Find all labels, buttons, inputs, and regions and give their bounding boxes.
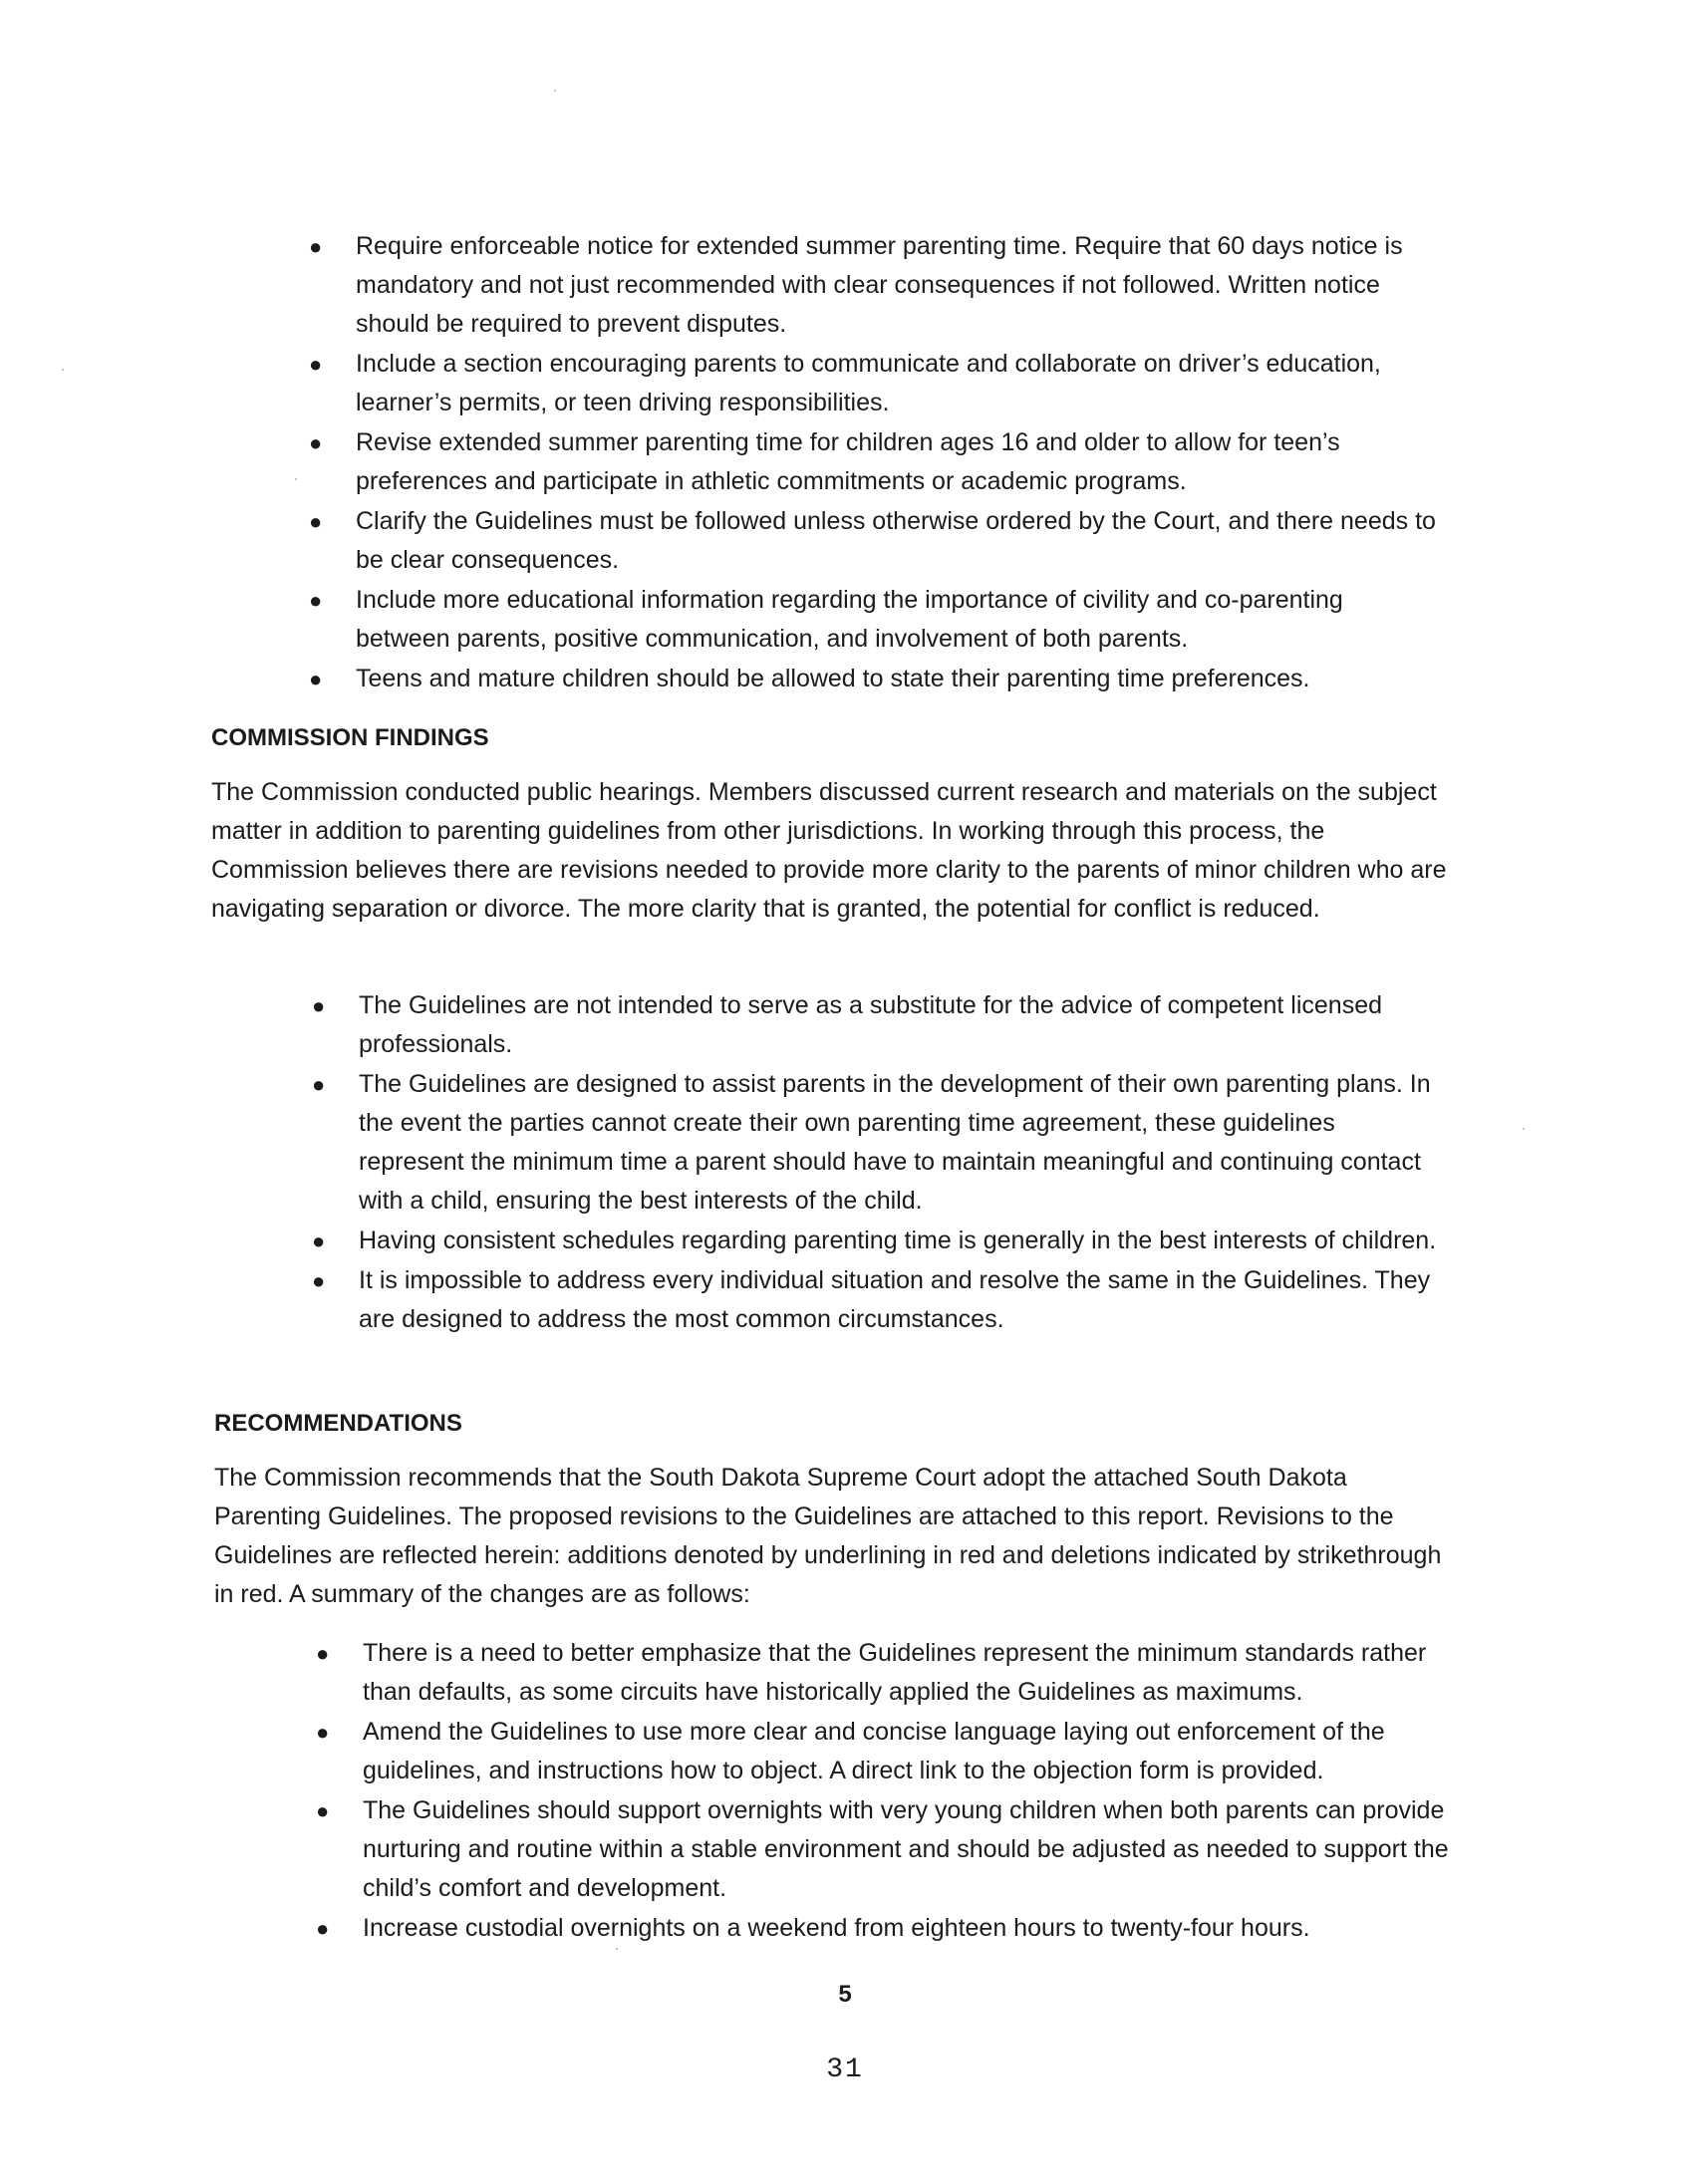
bullet-icon: ● xyxy=(316,1641,330,1666)
bullet-icon: ● xyxy=(316,1720,330,1745)
commission-findings-bullet-list xyxy=(312,986,1445,1340)
bullet-icon: ● xyxy=(309,430,323,455)
recommendations-bullet-list xyxy=(316,1634,1454,1949)
bullet-icon: ● xyxy=(309,509,323,534)
list-item: ● The Guidelines are not intended to serve as a substitute for the advice of competent licensed professionals. xyxy=(359,986,1445,1064)
list-item: ● Require enforceable notice for extended summer parenting time. Require that 60 days notice is mandatory and not just recommended with clear consequences if not followed. Written notice should be required to prevent disputes. xyxy=(356,227,1442,344)
list-item: ● Revise extended summer parenting time for children ages 16 and older to allow for teen’s preferences and participate in athletic commitments or academic programs. xyxy=(356,423,1442,501)
recommendations-paragraph: The Commission recommends that the South Dakota Supreme Court adopt the attached South Dakota Parenting Guidelines. The proposed revisions to the Guidelines are attached to this report. Revisions to the Guidelines are reflected herein: additions denoted by underlining in red and deletions indicated by strikethrough in red. A summary of the changes are as follows: xyxy=(214,1464,1442,1608)
commission-findings-heading: COMMISSION FINDINGS xyxy=(211,724,489,751)
scan-speck xyxy=(62,369,64,371)
list-item: ● It is impossible to address every individual situation and resolve the same in the Guidelines. They are designed to address the most common circumstances. xyxy=(359,1261,1445,1339)
scan-speck xyxy=(1523,1128,1525,1130)
bullet-icon: ● xyxy=(312,1072,326,1097)
bullet-icon: ● xyxy=(309,352,323,377)
bates-number: 31 xyxy=(826,2054,864,2085)
bullet-icon: ● xyxy=(312,993,326,1018)
bullet-icon: ● xyxy=(312,1228,326,1253)
list-item: ● Clarify the Guidelines must be followed unless otherwise ordered by the Court, and there needs to be clear consequences. xyxy=(356,502,1442,580)
bullet-icon: ● xyxy=(309,234,323,259)
list-item: ● Amend the Guidelines to use more clear and concise language laying out enforcement of the guidelines, and instructions how to object. A direct link to the objection form is provided. xyxy=(363,1713,1454,1790)
list-item: ● There is a need to better emphasize that the Guidelines represent the minimum standards rather than defaults, as some circuits have historically applied the Guidelines as maximums. xyxy=(363,1634,1454,1712)
list-item: ● Having consistent schedules regarding parenting time is generally in the best interests of children. xyxy=(359,1222,1445,1260)
scan-speck xyxy=(554,90,556,92)
list-item: ● Include a section encouraging parents to communicate and collaborate on driver’s education, learner’s permits, or teen driving responsibilities. xyxy=(356,345,1442,422)
list-item: ● The Guidelines are designed to assist parents in the development of their own parenting plans. In the event the parties cannot create their own parenting time agreement, these guidelines represent the minimum time a parent should have to maintain meaningful and continuing contact with a child, ensuring the best interests of the child. xyxy=(359,1065,1445,1221)
list-item: ● Include more educational information regarding the importance of civility and co-parenting between parents, positive communication, and involvement of both parents. xyxy=(356,581,1442,659)
bullet-icon: ● xyxy=(309,588,323,613)
list-item: ● The Guidelines should support overnights with very young children when both parents can provide nurturing and routine within a stable environment and should be adjusted as needed to support the child’s comfort and development. xyxy=(363,1791,1454,1908)
list-item: ● Increase custodial overnights on a weekend from eighteen hours to twenty-four hours. xyxy=(363,1909,1454,1948)
bullet-icon: ● xyxy=(316,1916,330,1941)
bullet-icon: ● xyxy=(309,667,323,691)
commission-findings-paragraph: The Commission conducted public hearings. Members discussed current research and materials on the subject matter in addition to parenting guidelines from other jurisdictions. In working through this process, the Commission believes there are revisions needed to provide more clarity to the parents of minor children who are navigating separation or divorce. The more clarity that is granted, the potential for conflict is reduced. xyxy=(211,778,1447,923)
top-bullet-list xyxy=(309,227,1442,699)
bullet-icon: ● xyxy=(316,1798,330,1823)
bullet-icon: ● xyxy=(312,1268,326,1293)
scan-speck xyxy=(295,478,297,480)
recommendations-heading: RECOMMENDATIONS xyxy=(214,1410,462,1437)
list-item: ● Teens and mature children should be allowed to state their parenting time preferences. xyxy=(356,660,1442,698)
page-number: 5 xyxy=(838,1981,852,2008)
